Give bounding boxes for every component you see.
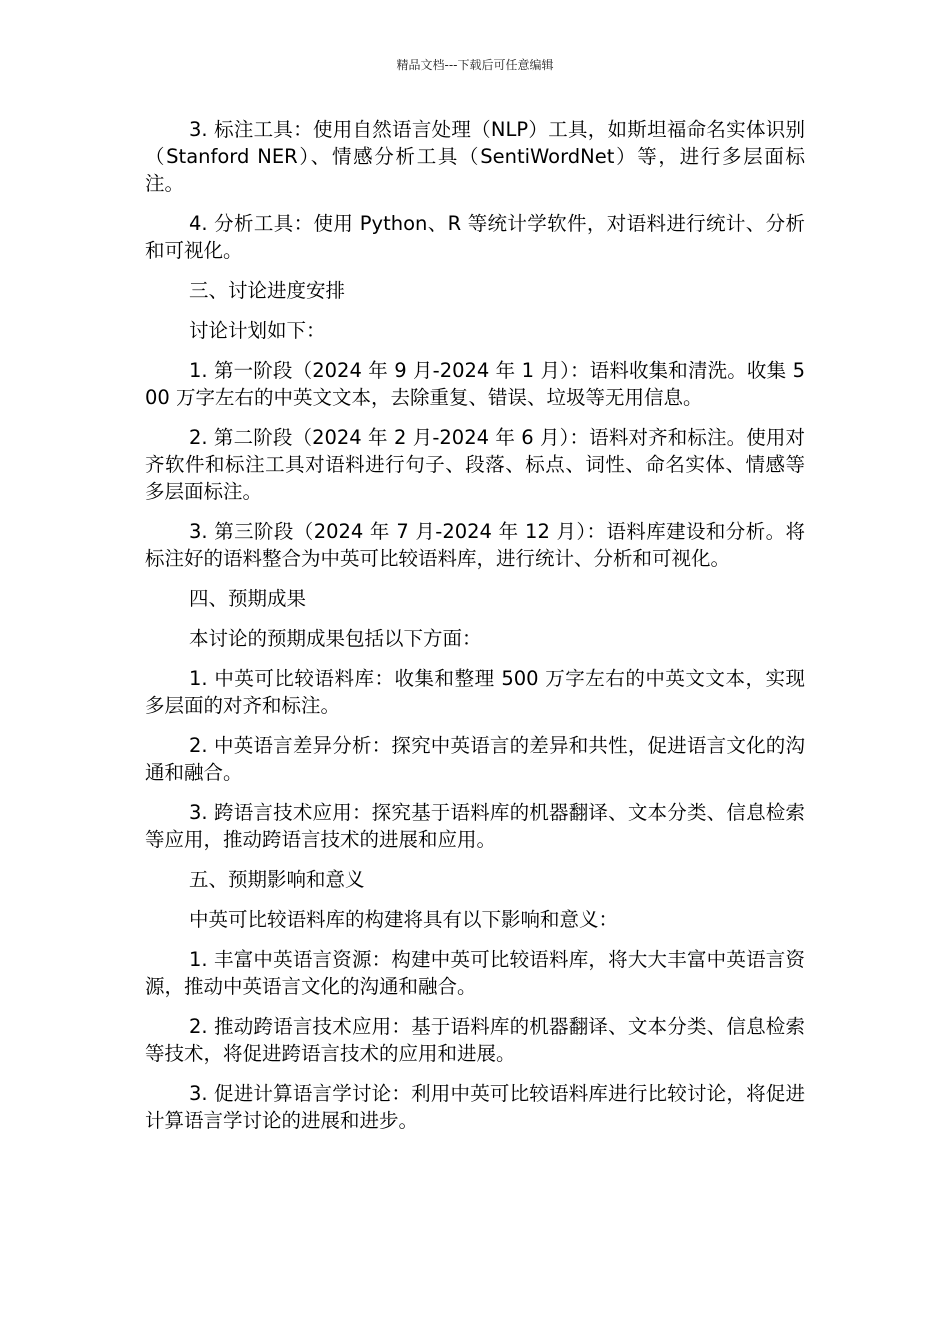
page-header: 精品文档---下载后可任意编辑 (396, 58, 554, 72)
paragraph-analysis-tools: 4. 分析工具：使用 Python、R 等统计学软件，对语料进行统计、分析和可视化。 (145, 212, 805, 262)
section-heading-schedule: 三、讨论进度安排 (189, 279, 346, 302)
paragraph-result-difference-analysis: 2. 中英语言差异分析：探究中英语言的差异和共性，促进语言文化的沟通和融合。 (145, 734, 805, 784)
paragraph-stage-three: 3. 第三阶段（2024 年 7 月-2024 年 12 月）：语料库建设和分析。将标注好的语料整合为中英可比较语料库，进行统计、分析和可视化。 (145, 520, 805, 570)
document-body (145, 116, 805, 1147)
paragraph-result-corpus: 1. 中英可比较语料库：收集和整理 500 万字左右的中英文文本，实现多层面的对齐和标注。 (145, 667, 805, 717)
paragraph-schedule-intro: 讨论计划如下： (189, 319, 326, 342)
paragraph-impact-intro: 中英可比较语料库的构建将具有以下影响和意义： (189, 908, 619, 931)
paragraph-stage-one: 1. 第一阶段（2024 年 9 月-2024 年 1 月）：语料收集和清洗。收集 500 万字左右的中英文文本，去除重复、错误、垃圾等无用信息。 (145, 359, 805, 409)
paragraph-stage-two: 2. 第二阶段（2024 年 2 月-2024 年 6 月）：语料对齐和标注。使用对齐软件和标注工具对语料进行句子、段落、标点、词性、命名实体、情感等多层面标注。 (145, 426, 805, 503)
section-heading-expected-results: 四、预期成果 (189, 587, 307, 610)
paragraph-impact-technology: 2. 推动跨语言技术应用：基于语料库的机器翻译、文本分类、信息检索等技术，将促进跨语言技术的应用和进展。 (145, 1015, 805, 1065)
paragraph-annotation-tools: 3. 标注工具：使用自然语言处理（NLP）工具，如斯坦福命名实体识别（Stanford NER）、情感分析工具（SentiWordNet）等，进行多层面标注。 (145, 118, 805, 195)
paragraph-impact-resources: 1. 丰富中英语言资源：构建中英可比较语料库，将大大丰富中英语言资源，推动中英语言文化的沟通和融合。 (145, 948, 805, 998)
section-heading-impact: 五、预期影响和意义 (189, 868, 365, 891)
paragraph-result-technology: 3. 跨语言技术应用：探究基于语料库的机器翻译、文本分类、信息检索等应用，推动跨语言技术的进展和应用。 (145, 801, 805, 851)
paragraph-impact-research: 3. 促进计算语言学讨论：利用中英可比较语料库进行比较讨论，将促进计算语言学讨论的进展和进步。 (145, 1082, 805, 1132)
paragraph-results-intro: 本讨论的预期成果包括以下方面： (189, 627, 482, 650)
